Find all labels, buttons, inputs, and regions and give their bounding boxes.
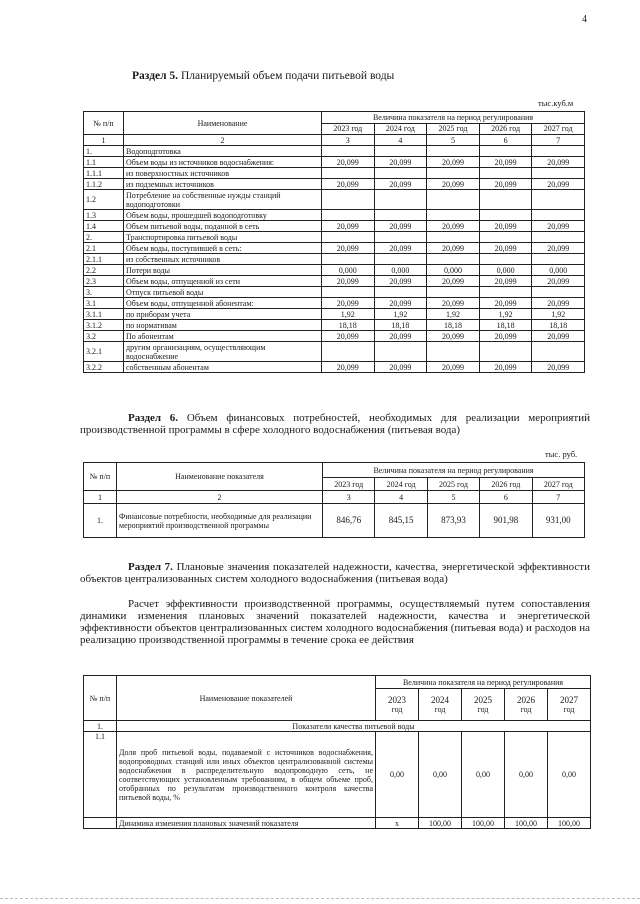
value-cell [532, 342, 585, 362]
value-cell [374, 232, 427, 243]
value-cell: x [376, 818, 419, 829]
row-number: 1.1.1 [84, 168, 124, 179]
year-header: 2023 год [323, 478, 375, 491]
value-cell: 20,099 [322, 298, 375, 309]
section7-table [83, 675, 591, 829]
column-number: 6 [480, 491, 532, 504]
row-number: 1.1.2 [84, 179, 124, 190]
section5-title [132, 70, 394, 82]
value-cell: 20,099 [532, 362, 585, 373]
value-cell: 901,98 [480, 504, 532, 538]
row-name: из поверхностных источников [124, 168, 322, 179]
value-cell: 20,099 [479, 157, 532, 168]
value-cell: 20,099 [532, 276, 585, 287]
row-name: из собственных источников [124, 254, 322, 265]
value-cell: 20,099 [427, 221, 480, 232]
table-row [84, 320, 585, 331]
value-cell: 0,00 [505, 732, 548, 818]
value-cell: 18,18 [427, 320, 480, 331]
value-cell: 20,099 [532, 331, 585, 342]
value-cell: 20,099 [532, 157, 585, 168]
page-number: 4 [582, 14, 587, 25]
row-name: Объем питьевой воды, поданной в сеть [124, 221, 322, 232]
value-cell: 20,099 [374, 276, 427, 287]
row-name: Транспортировка питьевой воды [124, 232, 322, 243]
row-number: 2.3 [84, 276, 124, 287]
value-cell [374, 287, 427, 298]
value-cell [532, 232, 585, 243]
value-cell: 0,000 [322, 265, 375, 276]
value-cell [427, 146, 480, 157]
column-number: 2 [117, 491, 323, 504]
year-value: 2023 [388, 694, 406, 705]
year-header [548, 689, 591, 721]
section5-table [83, 111, 585, 373]
table-row [84, 221, 585, 232]
value-cell [374, 168, 427, 179]
row-name: По абонентам [124, 331, 322, 342]
table-row [84, 287, 585, 298]
row-name: Потери воды [124, 265, 322, 276]
row-number: 1.2 [84, 190, 124, 210]
value-cell [427, 168, 480, 179]
row-number: 3.1 [84, 298, 124, 309]
row-number [84, 818, 117, 829]
row-number: 3.1.1 [84, 309, 124, 320]
row-name: по приборам учета [124, 309, 322, 320]
year-header: 2025 год [427, 478, 479, 491]
value-cell [479, 287, 532, 298]
value-cell: 20,099 [427, 298, 480, 309]
year-header: 2024 год [374, 123, 427, 135]
table-row [84, 342, 585, 362]
column-number: 5 [427, 491, 479, 504]
value-cell: 0,000 [479, 265, 532, 276]
year-header [505, 689, 548, 721]
value-cell: 20,099 [374, 331, 427, 342]
value-cell: 20,099 [322, 179, 375, 190]
row-number: 1. [84, 504, 117, 538]
col-name-header: Наименование [124, 112, 322, 135]
year-header: 2027 год [532, 123, 585, 135]
value-cell: 873,93 [427, 504, 479, 538]
value-cell: 20,099 [479, 362, 532, 373]
value-cell [322, 232, 375, 243]
value-cell [427, 342, 480, 362]
year-value: 2024 [431, 694, 449, 705]
year-word: год [477, 704, 489, 714]
section5-title-bold: Раздел 5. [132, 70, 179, 82]
table-row [84, 210, 585, 221]
row-number: 3. [84, 287, 124, 298]
value-cell [479, 168, 532, 179]
value-cell: 20,099 [479, 243, 532, 254]
value-cell: 20,099 [374, 221, 427, 232]
section6-title [80, 412, 590, 436]
value-cell [322, 146, 375, 157]
value-cell [479, 146, 532, 157]
row-number: 1.1 [84, 732, 117, 818]
value-cell: 18,18 [532, 320, 585, 331]
year-header: 2025 год [427, 123, 480, 135]
row-name: Отпуск питьевой воды [124, 287, 322, 298]
row-number: 2. [84, 232, 124, 243]
value-cell [427, 254, 480, 265]
value-cell: 0,000 [427, 265, 480, 276]
col-num-header: № п/п [84, 676, 117, 721]
value-cell: 20,099 [479, 331, 532, 342]
value-cell: 20,099 [322, 157, 375, 168]
column-number: 3 [323, 491, 375, 504]
table-row [84, 232, 585, 243]
value-cell: 100,00 [505, 818, 548, 829]
table-row [84, 179, 585, 190]
value-cell: 20,099 [374, 157, 427, 168]
value-cell [322, 342, 375, 362]
period-header: Величина показателя на период регулирования [376, 676, 591, 689]
section7-title-text: Плановые значения показателей надежности, качества, энергетической эффективности объектов централизованных систем холодного водоснабжения (питьевая вода) [80, 561, 590, 585]
year-header: 2026 год [480, 478, 532, 491]
row-number: 1. [84, 146, 124, 157]
value-cell: 20,099 [374, 362, 427, 373]
section5-title-text: Планируемый объем подачи питьевой воды [178, 70, 395, 82]
column-number: 7 [532, 135, 585, 146]
value-cell: 931,00 [532, 504, 584, 538]
column-number: 6 [479, 135, 532, 146]
value-cell: 1,92 [479, 309, 532, 320]
value-cell: 20,099 [427, 276, 480, 287]
column-number: 7 [532, 491, 584, 504]
value-cell: 1,92 [374, 309, 427, 320]
value-cell: 20,099 [479, 276, 532, 287]
year-word: год [563, 704, 575, 714]
value-cell: 20,099 [322, 276, 375, 287]
value-cell: 20,099 [479, 221, 532, 232]
value-cell: 100,00 [462, 818, 505, 829]
value-cell [427, 190, 480, 210]
value-cell: 20,099 [322, 243, 375, 254]
value-cell: 20,099 [532, 221, 585, 232]
column-number: 1 [84, 491, 117, 504]
year-header: 2024 год [375, 478, 427, 491]
col-num-header: № п/п [84, 112, 124, 135]
value-cell: 18,18 [479, 320, 532, 331]
year-header: 2027 год [532, 478, 584, 491]
row-number: 1.3 [84, 210, 124, 221]
section7-title [80, 561, 590, 585]
group-number: 1. [84, 721, 117, 732]
year-header [419, 689, 462, 721]
value-cell [479, 232, 532, 243]
row-number: 1.4 [84, 221, 124, 232]
period-header: Величина показателя на период регулирования [323, 463, 585, 478]
row-number: 2.1.1 [84, 254, 124, 265]
value-cell: 0,00 [548, 732, 591, 818]
table-row [84, 157, 585, 168]
value-cell: 20,099 [532, 179, 585, 190]
section6-title-text: Объем финансовых потребностей, необходимых для реализации мероприятий производственной программы в сфере холодного водоснабжения (питьевая вода) [80, 412, 590, 436]
value-cell: 100,00 [548, 818, 591, 829]
row-number: 3.2.1 [84, 342, 124, 362]
table-row [84, 309, 585, 320]
row-name: Динамика изменения плановых значений показателя [117, 818, 376, 829]
column-number: 4 [374, 135, 427, 146]
table-row [84, 243, 585, 254]
value-cell: 20,099 [322, 221, 375, 232]
value-cell: 20,099 [427, 331, 480, 342]
row-number: 3.1.2 [84, 320, 124, 331]
row-name: Объем воды, отпущенной абонентам: [124, 298, 322, 309]
value-cell: 20,099 [532, 243, 585, 254]
section6-title-bold: Раздел 6. [128, 412, 179, 424]
row-name: Объем воды, прошедшей водоподготовку [124, 210, 322, 221]
year-word: год [434, 704, 446, 714]
value-cell: 18,18 [374, 320, 427, 331]
year-header [462, 689, 505, 721]
value-cell [322, 254, 375, 265]
row-number: 3.2 [84, 331, 124, 342]
value-cell: 20,099 [374, 179, 427, 190]
value-cell [322, 190, 375, 210]
section6-unit: тыс. руб. [545, 449, 578, 459]
value-cell [374, 254, 427, 265]
value-cell [532, 168, 585, 179]
col-num-header: № п/п [84, 463, 117, 491]
year-value: 2026 [517, 694, 535, 705]
section5-unit: тыс.куб.м [538, 98, 574, 108]
value-cell: 20,099 [322, 331, 375, 342]
column-number: 1 [84, 135, 124, 146]
value-cell [374, 190, 427, 210]
value-cell [322, 287, 375, 298]
value-cell [479, 210, 532, 221]
row-name: Объем воды, отпущенной из сети [124, 276, 322, 287]
year-header [376, 689, 419, 721]
column-number: 4 [375, 491, 427, 504]
table-row [84, 331, 585, 342]
section7-paragraph: Расчет эффективности производственной программы, осуществляемый путем сопоставления динамики изменения плановых значений показателей надежности, качества и энергетической эффективности объектов централизованных систем холодного водоснабжения (питьевая вода) и расходов на реализацию производственной программы в течение срока ее действия [80, 598, 590, 646]
year-value: 2025 [474, 694, 492, 705]
table-row [84, 276, 585, 287]
value-cell: 846,76 [323, 504, 375, 538]
value-cell [532, 254, 585, 265]
value-cell [374, 146, 427, 157]
value-cell: 0,000 [374, 265, 427, 276]
row-name: собственным абонентам [124, 362, 322, 373]
period-header: Величина показателя на период регулирования [322, 112, 585, 124]
value-cell [532, 146, 585, 157]
value-cell: 18,18 [322, 320, 375, 331]
row-name: из подземных источников [124, 179, 322, 190]
col-name-header: Наименование показателя [117, 463, 323, 491]
year-word: год [520, 704, 532, 714]
year-header: 2023 год [322, 123, 375, 135]
value-cell [322, 168, 375, 179]
table-row [84, 146, 585, 157]
value-cell [322, 210, 375, 221]
row-name: Финансовые потребности, необходимые для реализации мероприятий производственной программы [117, 504, 323, 538]
row-number: 2.1 [84, 243, 124, 254]
value-cell: 20,099 [374, 298, 427, 309]
value-cell [374, 210, 427, 221]
value-cell [532, 287, 585, 298]
value-cell: 20,099 [532, 298, 585, 309]
value-cell: 0,00 [419, 732, 462, 818]
column-number: 5 [427, 135, 480, 146]
value-cell [479, 190, 532, 210]
group-title: Показатели качества питьевой воды [117, 721, 591, 732]
value-cell: 20,099 [427, 157, 480, 168]
row-name: Объем воды из источников водоснабжения: [124, 157, 322, 168]
section7-title-bold: Раздел 7. [128, 561, 173, 573]
value-cell: 1,92 [532, 309, 585, 320]
value-cell: 1,92 [322, 309, 375, 320]
row-name: по нормативам [124, 320, 322, 331]
column-number: 2 [124, 135, 322, 146]
value-cell: 20,099 [427, 179, 480, 190]
value-cell: 20,099 [479, 298, 532, 309]
value-cell [532, 210, 585, 221]
value-cell: 1,92 [427, 309, 480, 320]
year-value: 2027 [560, 694, 578, 705]
value-cell [532, 190, 585, 210]
row-name: Объем воды, поступившей в сеть: [124, 243, 322, 254]
value-cell: 20,099 [479, 179, 532, 190]
section6-table [83, 462, 585, 538]
table-row [84, 254, 585, 265]
table-row [84, 190, 585, 210]
value-cell: 20,099 [427, 362, 480, 373]
table-row [84, 168, 585, 179]
value-cell: 0,000 [532, 265, 585, 276]
value-cell: 0,00 [462, 732, 505, 818]
value-cell: 20,099 [374, 243, 427, 254]
value-cell [427, 287, 480, 298]
value-cell [479, 342, 532, 362]
value-cell [427, 232, 480, 243]
year-header: 2026 год [479, 123, 532, 135]
row-name: Потребление на собственные нужды станций водоподготовки [124, 190, 322, 210]
row-name: другим организациям, осуществляющим водоснабжение [124, 342, 322, 362]
value-cell: 0,00 [376, 732, 419, 818]
value-cell [479, 254, 532, 265]
column-number: 3 [322, 135, 375, 146]
value-cell: 20,099 [322, 362, 375, 373]
year-word: год [391, 704, 403, 714]
value-cell: 100,00 [419, 818, 462, 829]
row-name: Водоподготовка [124, 146, 322, 157]
col-name-header: Наименование показателей [117, 676, 376, 721]
table-row [84, 362, 585, 373]
value-cell [374, 342, 427, 362]
table-row [84, 265, 585, 276]
value-cell: 845,15 [375, 504, 427, 538]
row-name: Доля проб питьевой воды, подаваемой с источников водоснабжения, водопроводных станций или иных объектов централизованной системы водоснабжения в распределительную водопроводную сеть, не соответствующих установленным требованиям, в общем объеме проб, отобранных по результатам производственного контроля качества питьевой воды, % [117, 732, 376, 818]
value-cell: 20,099 [427, 243, 480, 254]
row-number: 3.2.2 [84, 362, 124, 373]
row-number: 2.2 [84, 265, 124, 276]
page-bottom-edge [0, 898, 640, 899]
value-cell [427, 210, 480, 221]
row-number: 1.1 [84, 157, 124, 168]
table-row [84, 298, 585, 309]
